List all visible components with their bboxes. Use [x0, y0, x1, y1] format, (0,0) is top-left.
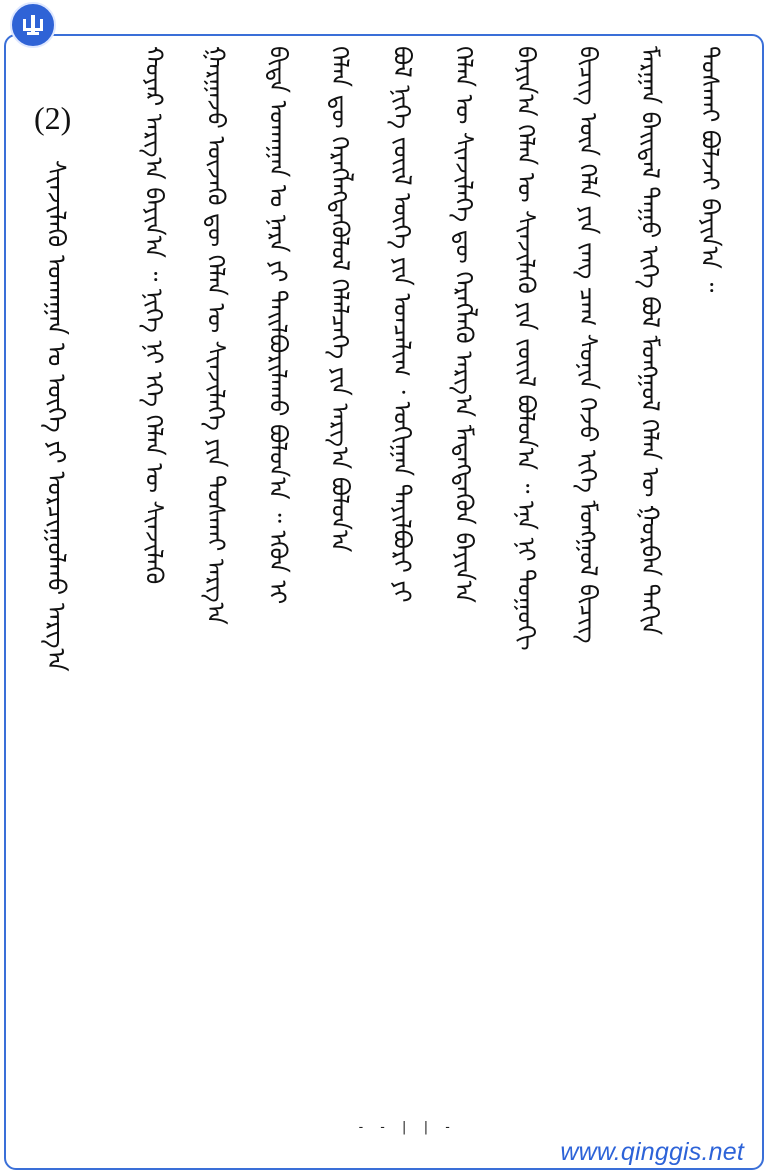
page-marks: - - | | -	[357, 1120, 455, 1135]
text-column: ᠪᠢᠴᠢᠭ ᠦᠨ ᠬᠡᠯᠡ ᠶᠢᠨ ᠵᠠᠩ ᠴᠠᠭ ᠰᠣᠨᠢᠨ ᠭᠡᠵᠦ ᠢᠬᠡ ᠮᠣᠩᠭᠣᠯ ᠪᠢᠴᠢᠭ	[574, 46, 602, 644]
website-watermark[interactable]: www.qinggis.net	[556, 1138, 748, 1167]
section-number: (2)	[34, 100, 72, 136]
text-column: ᠮᠠᠷᠭᠠᠨ ᠪᠠᠢᠳᠠᠯ ᠳᠠᠭᠤ ᠢᠬᠡ ᠪᠤᠯ ᠮᠣᠩᠭᠣᠯ ᠬᠡᠯᠡᠨ ᠦ ᠭᠤᠷᠪᠠᠨ ᠳᠠᠬᠢᠨ	[636, 46, 664, 636]
section-heading: ᠰᠢᠨᠵᠢᠯᠡᠬᠦ ᠤᠬᠠᠭᠠᠨ ᠤ ᠦᠭᠡ ᠶᠢ ᠣᠷᠴᠢᠭᠤᠯᠬᠤ ᠠᠷᠭ᠎ᠠ	[42, 160, 71, 672]
text-column: ᠪᠠᠶᠢᠨ᠎ᠠ ᠬᠡᠯᠡᠨ ᠦ ᠰᠢᠨᠵᠢᠯᠡᠬᠦ ᠶᠢᠨ ᠵᠦᠢᠯ ᠪᠣᠯᠤᠨ᠎ᠠ ᠌᠃ ᠡᠨᠡ ᠨᠢ ᠲᠤᠭᠤᠬᠢ	[512, 46, 540, 651]
text-column: ᠲᠤᠰᠬᠠᠢ ᠪᠣᠯᠵᠠᠢ ᠪᠠᠶᠢᠨ᠎ᠠ ᠌᠃	[696, 46, 724, 293]
text-column: ᠪᠢᠳᠡ ᠤᠬᠠᠭᠠᠨ ᠤ ᠨᠡᠷᠡ ᠶᠢ ᠲᠠᠢᠯᠪᠤᠷᠢᠯᠠᠬᠤ ᠪᠣᠯᠤᠨ᠎ᠠ ᠌᠃ ᠡᠭᠦᠨ ᠢ	[264, 46, 292, 605]
text-column: ᠭᠠᠷᠭᠠᠵᠤ ᠦᠵᠡᠬᠦ ᠳᠦ ᠬᠡᠯᠡᠨ ᠦ ᠰᠢᠨᠵᠢᠯᠡᠭᠡ ᠶᠢᠨ ᠲᠤᠰᠬᠠᠢ ᠠᠷᠭ᠎ᠠ	[202, 46, 230, 625]
text-column: ᠬᠡᠯᠡᠨ ᠦ ᠰᠢᠨᠵᠢᠯᠡᠭᠡ ᠳᠦ ᠬᠡᠷᠡᠭᠯᠡᠬᠦ ᠠᠷᠭ᠎ᠠ ᠮᠡᠳᠡᠭᠳᠡᠬᠦᠨ ᠪᠠᠶᠢᠨ᠎ᠠ	[450, 46, 478, 603]
text-column: ᠬᠣᠶᠠᠷ ᠠᠷᠭ᠎ᠠ ᠪᠠᠶᠢᠨ᠎ᠠ ᠌᠃ ᠨᠢᠭᠡ ᠨᠢ ᠡᠬᠡ ᠬᠡᠯᠡᠨ ᠦ ᠰᠢᠨᠵᠢᠯᠡᠬᠦ	[140, 46, 168, 585]
text-column: ᠪᠣᠯ ᠨᠢᠭᠡ ᠵᠦᠢᠯ ᠦᠭᠡ ᠶᠢᠨ ᠣᠨᠴᠠᠯᠢᠭ ᠂ ᠣᠬᠢᠭᠠᠨ ᠲᠠᠶᠢᠯᠪᠤᠷᠢ ᠶᠢ	[388, 46, 416, 603]
text-column: ᠬᠡᠯᠡᠨ ᠳᠦ ᠬᠡᠷᠡᠭᠯᠡᠭᠳᠡᠭᠦᠯᠦᠯ ᠬᠡᠯᠡᠯᠴᠡᠭᠡ ᠶᠢᠨ ᠠᠷᠭ᠎ᠠ ᠪᠣᠯᠤᠨ᠎ᠠ	[326, 46, 354, 553]
